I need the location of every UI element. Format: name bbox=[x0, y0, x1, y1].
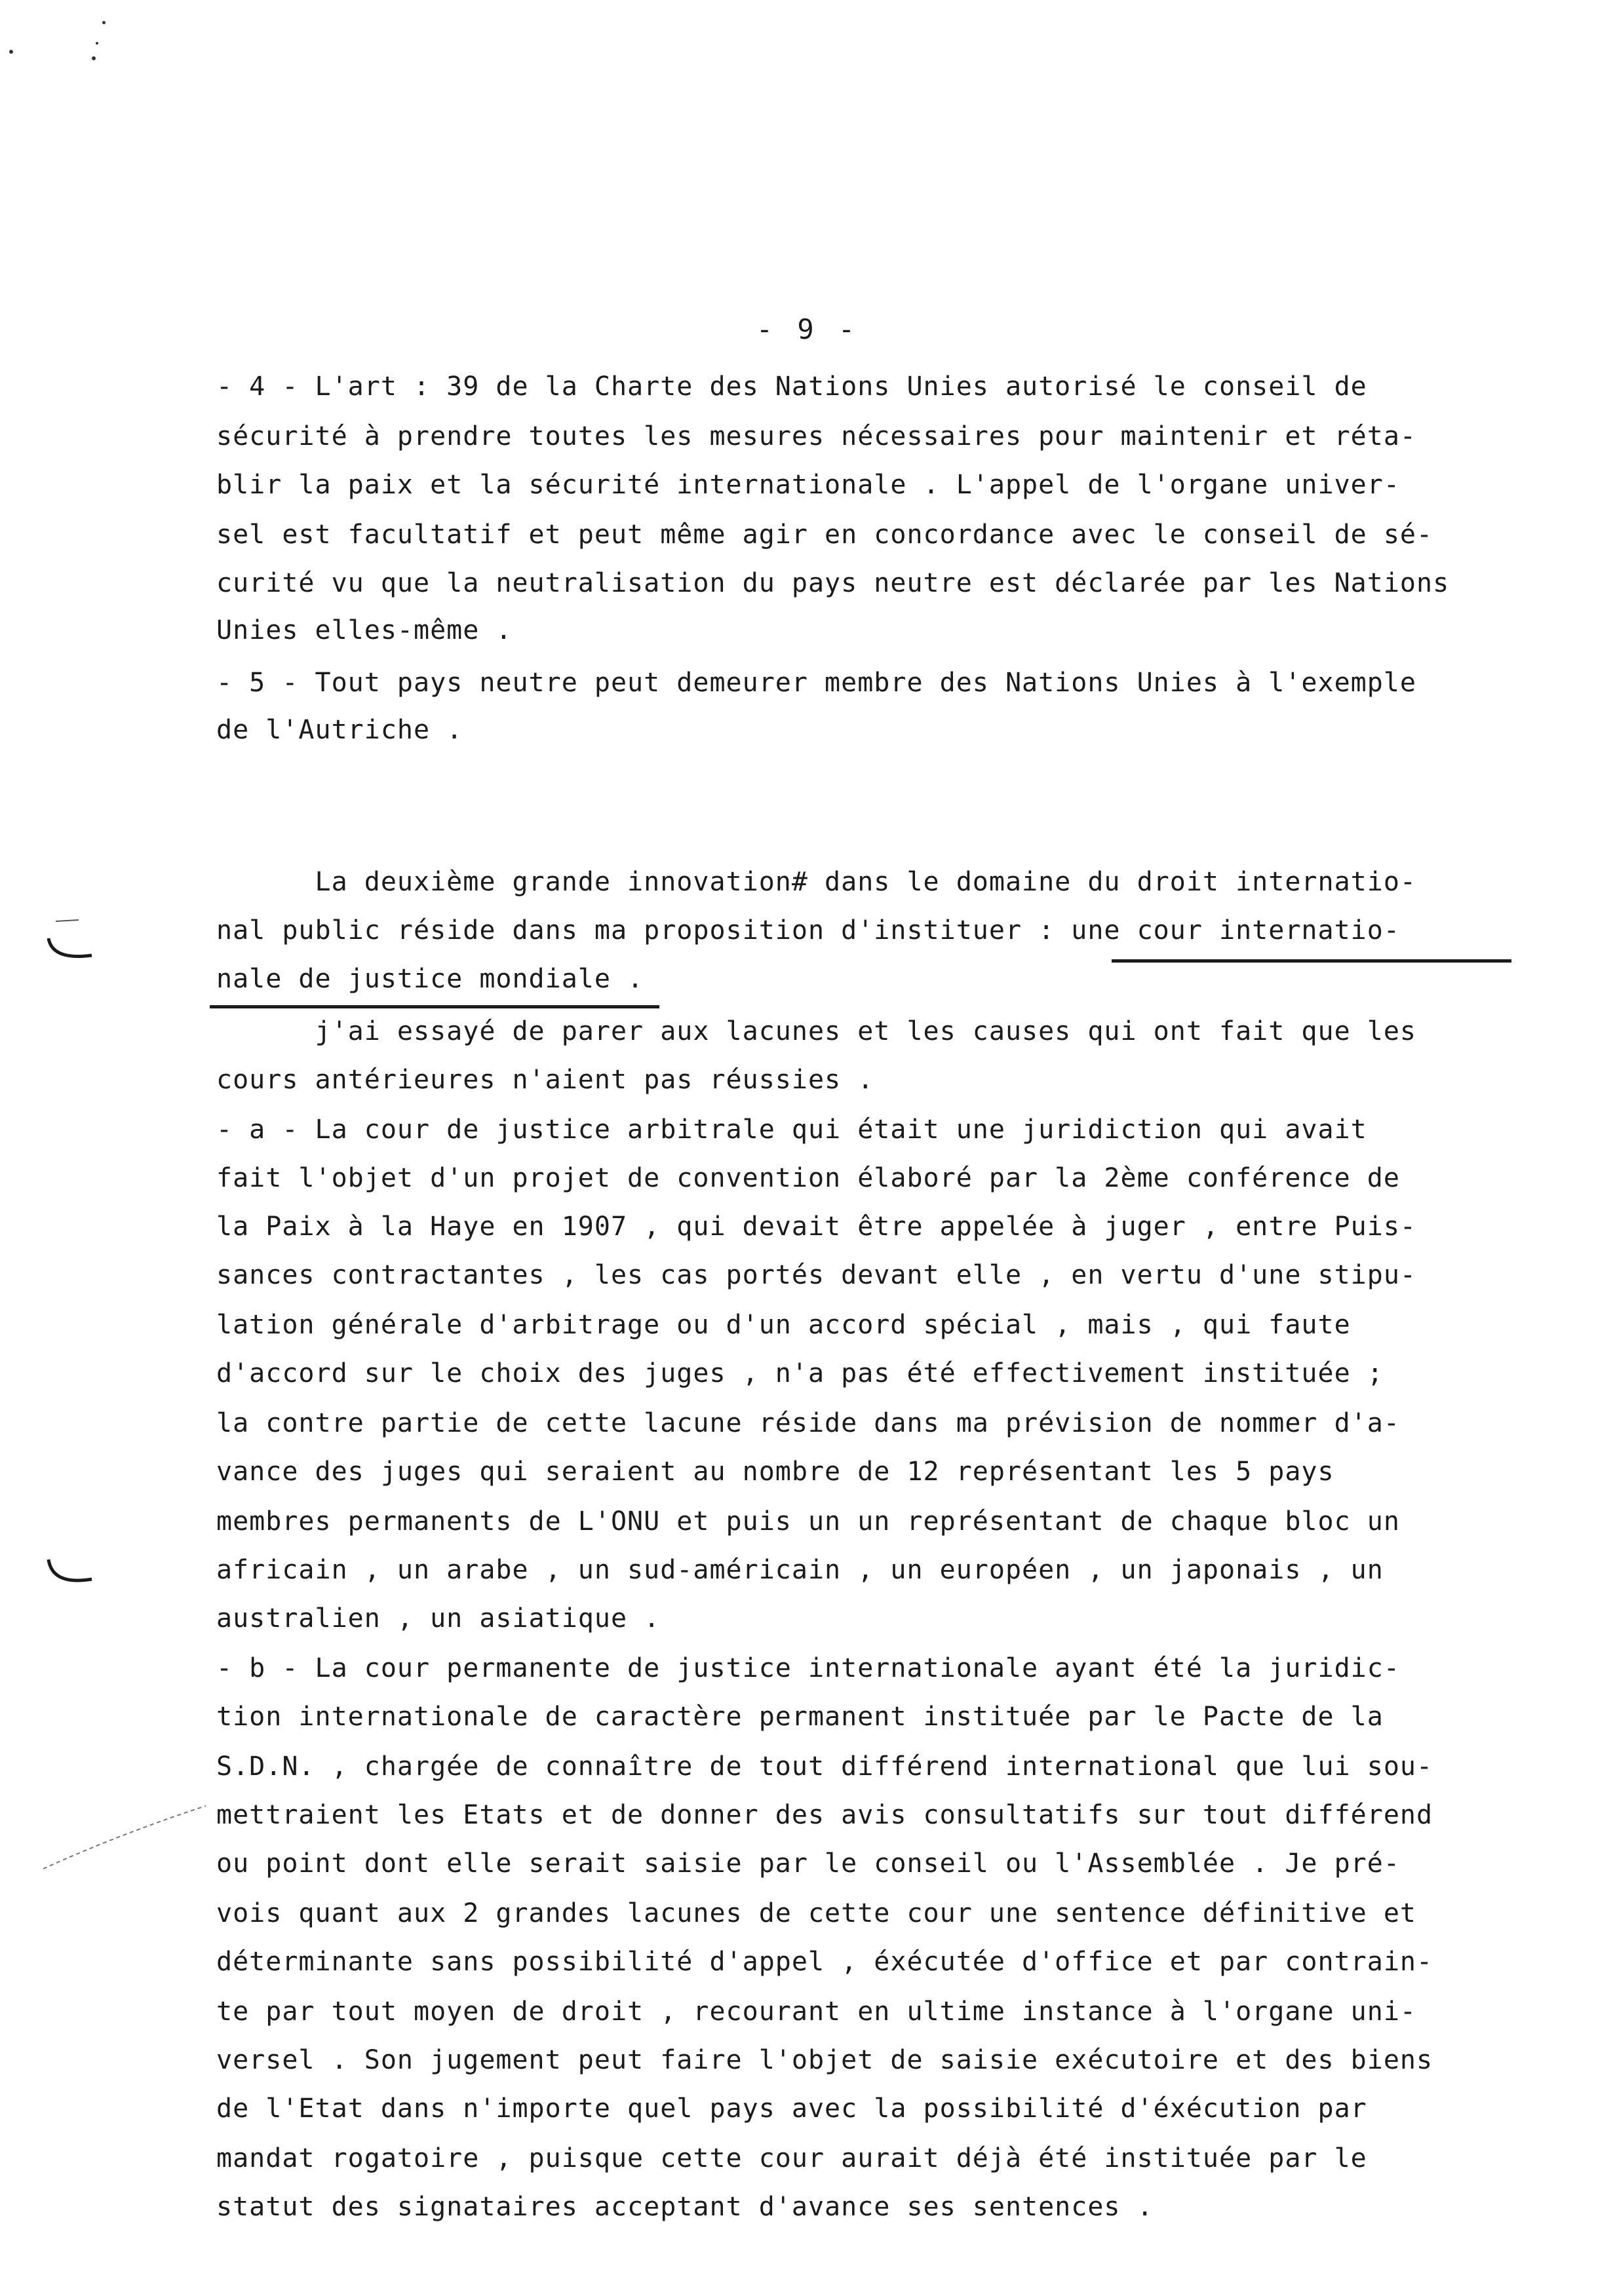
text-line: j'ai essayé de parer aux lacunes et les causes qui ont fait que les bbox=[216, 1016, 1416, 1046]
text-line: tion internationale de caractère permanent instituée par le Pacte de la bbox=[216, 1702, 1384, 1732]
text-line: Unies elles-même . bbox=[216, 615, 513, 645]
text-line: ou point dont elle serait saisie par le conseil ou l'Assemblée . Je pré- bbox=[216, 1848, 1400, 1879]
scan-speck bbox=[96, 42, 98, 45]
text-line: de l'Etat dans n'importe quel pays avec la possibilité d'éxécution par bbox=[216, 2094, 1367, 2124]
text-line: - 5 - Tout pays neutre peut demeurer membre des Nations Unies à l'exemple bbox=[216, 668, 1416, 698]
text-line: de l'Autriche . bbox=[216, 715, 463, 745]
text-line: mettraient les Etats et de donner des avis consultatifs sur tout différend bbox=[216, 1800, 1433, 1830]
text-line: fait l'objet d'un projet de convention élaboré par la 2ème conférence de bbox=[216, 1163, 1400, 1193]
title-underline bbox=[210, 1005, 659, 1008]
text-line: sel est facultatif et peut même agir en concordance avec le conseil de sé- bbox=[216, 520, 1433, 550]
text-line: déterminante sans possibilité d'appel , éxécutée d'office et par contrain- bbox=[216, 1947, 1433, 1977]
text-line: la Paix à la Haye en 1907 , qui devait être appelée à juger , entre Puis- bbox=[216, 1212, 1416, 1242]
title-underline bbox=[1112, 959, 1511, 963]
text-line: te par tout moyen de droit , recourant en ultime instance à l'organe uni- bbox=[216, 1997, 1416, 2027]
text-line: membres permanents de L'ONU et puis un un représentant de chaque bloc un bbox=[216, 1506, 1400, 1537]
text-line: statut des signataires acceptant d'avance ses sentences . bbox=[216, 2192, 1154, 2222]
text-line: - 4 - L'art : 39 de la Charte des Nations Unies autorisé le conseil de bbox=[216, 372, 1367, 402]
text-line: lation générale d'arbitrage ou d'un accord spécial , mais , qui faute bbox=[216, 1310, 1351, 1340]
scan-speck bbox=[102, 21, 106, 24]
text-line: cours antérieures n'aient pas réussies . bbox=[216, 1065, 874, 1095]
text-line: La deuxième grande innovation# dans le domaine du droit internatio- bbox=[216, 867, 1416, 897]
text-line: blir la paix et la sécurité internationale . L'appel de l'organe univer- bbox=[216, 470, 1400, 500]
text-line: d'accord sur le choix des juges , n'a pas été effectivement instituée ; bbox=[216, 1358, 1384, 1388]
text-line: sécurité à prendre toutes les mesures nécessaires pour maintenir et réta- bbox=[216, 421, 1416, 451]
text-line: - a - La cour de justice arbitrale qui était une juridiction qui avait bbox=[216, 1115, 1367, 1145]
text-line: australien , un asiatique . bbox=[216, 1603, 661, 1634]
text-line: vance des juges qui seraient au nombre de 12 représentant les 5 pays bbox=[216, 1457, 1334, 1487]
text-line: sances contractantes , les cas portés devant elle , en vertu d'une stipu- bbox=[216, 1260, 1416, 1290]
punch-hole-mark bbox=[39, 1546, 98, 1599]
page-number: - 9 - bbox=[756, 313, 859, 345]
text-line: versel . Son jugement peut faire l'objet de saisie exécutoire et des biens bbox=[216, 2045, 1433, 2075]
pencil-stroke bbox=[39, 1795, 210, 1874]
scan-speck bbox=[9, 50, 13, 54]
text-line: - b - La cour permanente de justice internationale ayant été la juridic- bbox=[216, 1653, 1400, 1683]
text-line: curité vu que la neutralisation du pays neutre est déclarée par les Nations bbox=[216, 568, 1450, 598]
text-line: nal public réside dans ma proposition d'instituer : une cour internatio- bbox=[216, 915, 1400, 946]
text-line: nale de justice mondiale . bbox=[216, 964, 644, 994]
scan-speck bbox=[92, 56, 96, 60]
text-line: la contre partie de cette lacune réside dans ma prévision de nommer d'a- bbox=[216, 1408, 1400, 1438]
text-line: S.D.N. , chargée de connaître de tout différend international que lui sou- bbox=[216, 1751, 1433, 1782]
punch-hole-mark bbox=[39, 917, 98, 970]
text-line: mandat rogatoire , puisque cette cour aurait déjà été instituée par le bbox=[216, 2143, 1367, 2173]
text-line: vois quant aux 2 grandes lacunes de cette cour une sentence définitive et bbox=[216, 1898, 1416, 1928]
text-line: africain , un arabe , un sud-américain , un européen , un japonais , un bbox=[216, 1555, 1384, 1585]
